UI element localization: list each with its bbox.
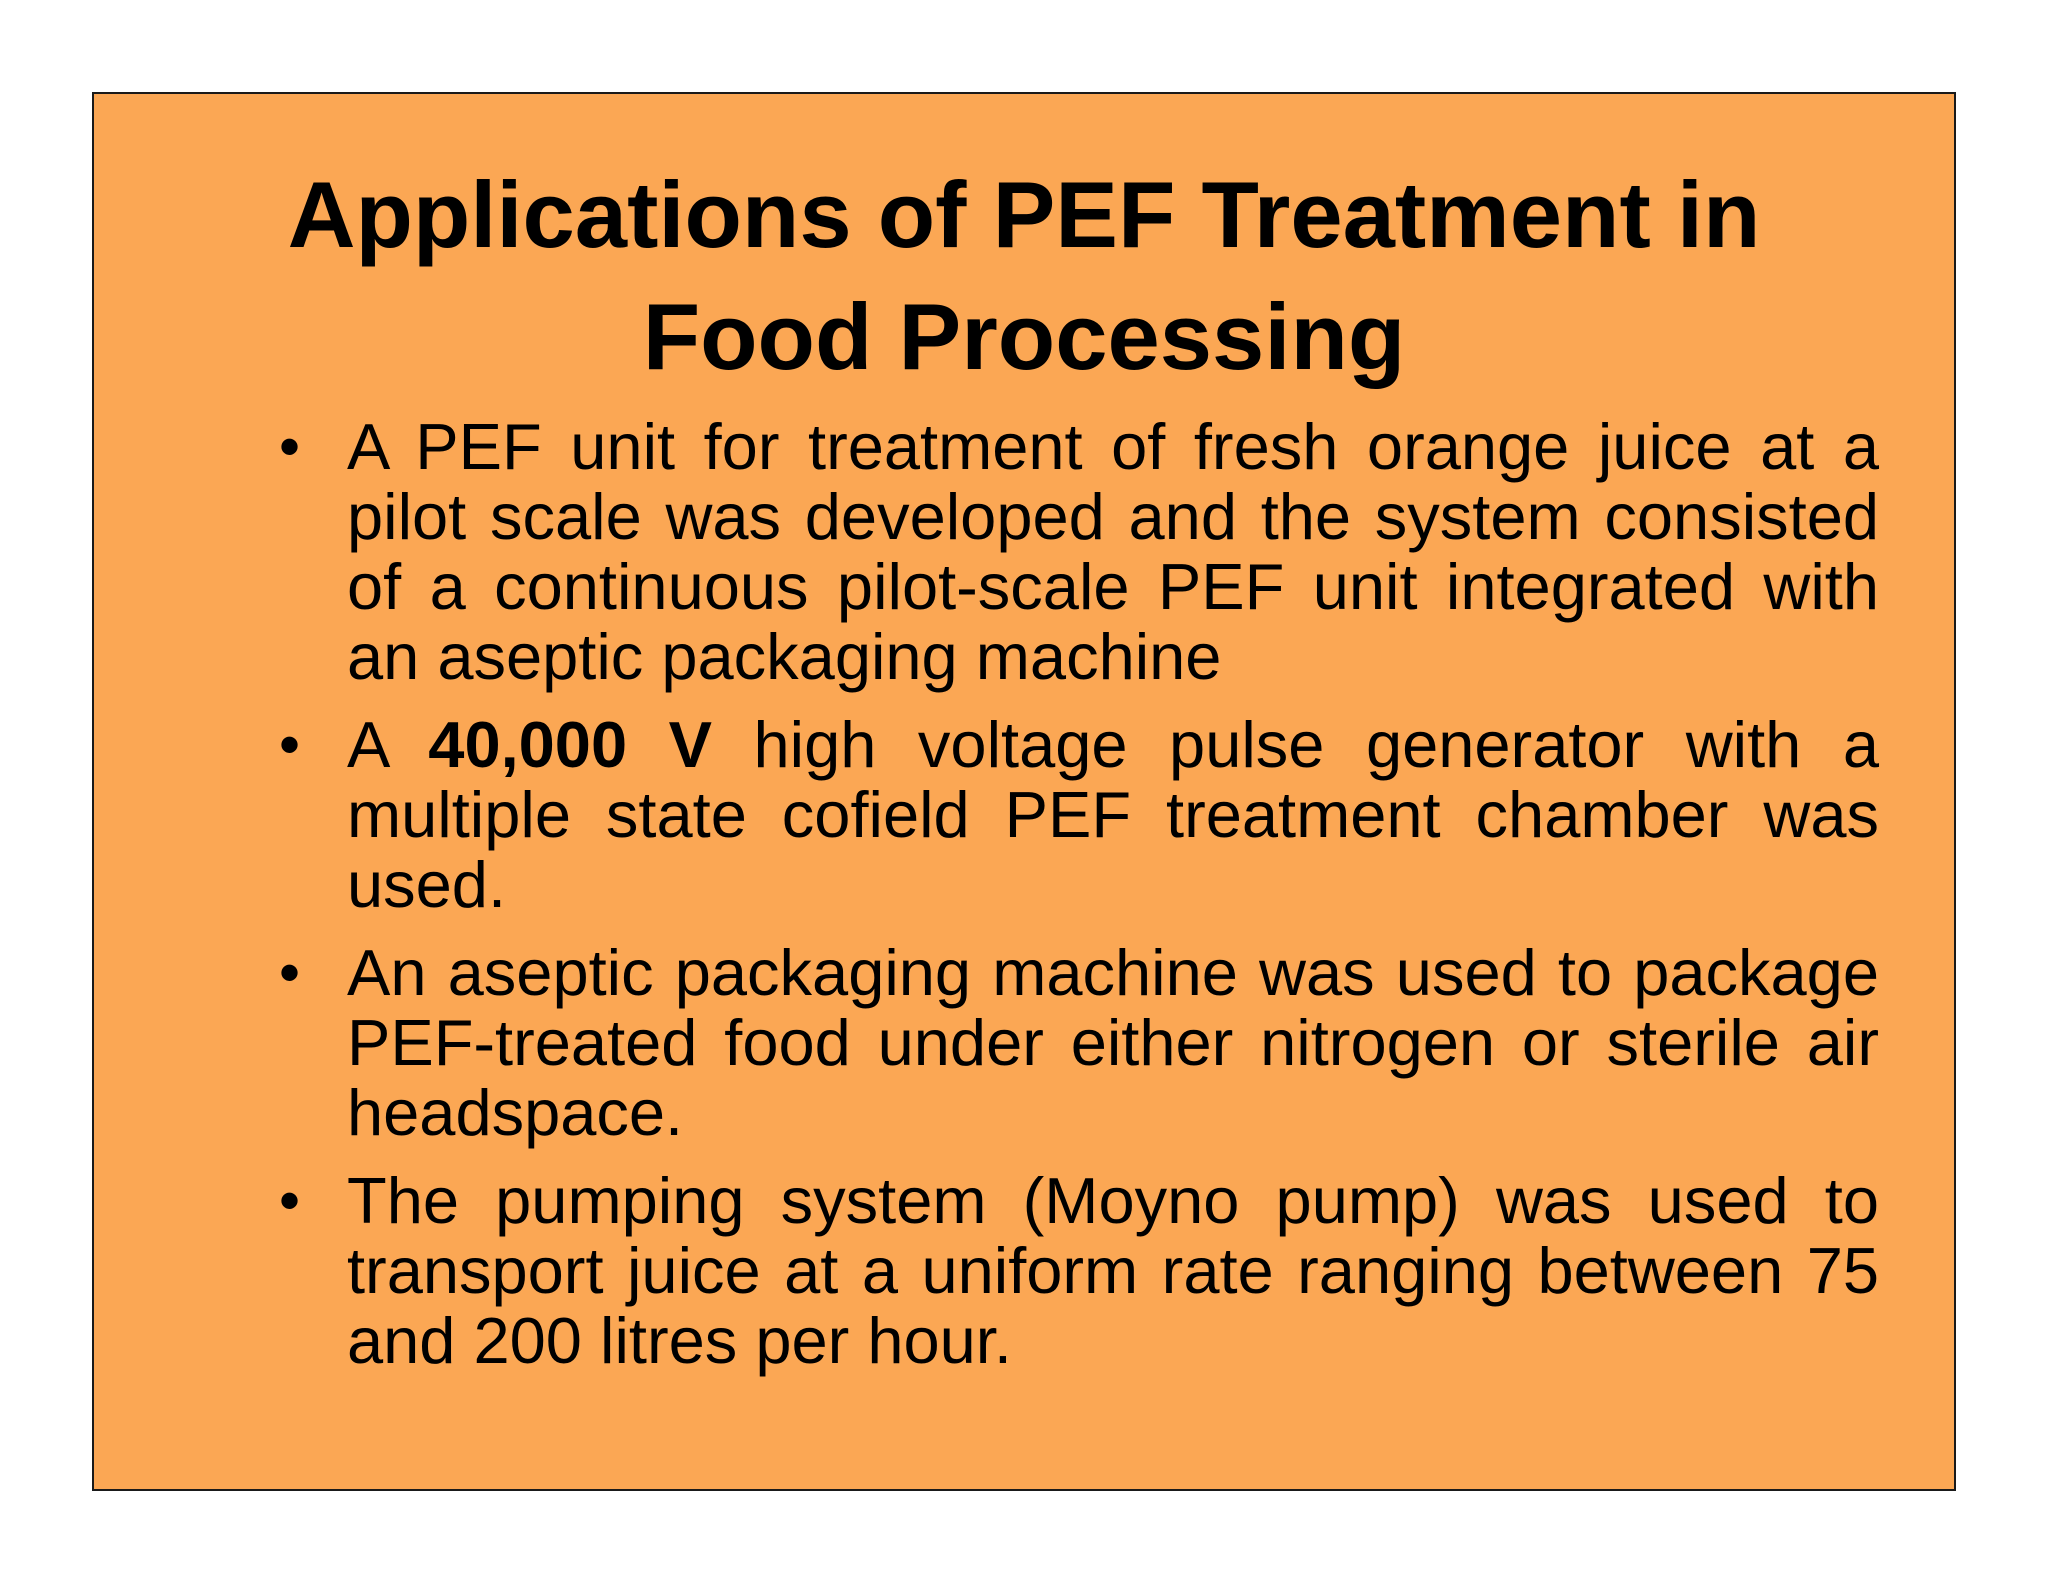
bullet-item-pef-unit	[279, 412, 1879, 692]
bullet-text: An aseptic packaging machine was used to package PEF-treated food under either nitrogen or sterile air headspace.	[347, 936, 1879, 1149]
bullet-item-pumping-system	[279, 1166, 1879, 1376]
bullet-text: A PEF unit for treatment of fresh orange juice at a pilot scale was developed and the system consisted of a continuous pilot-scale PEF unit integrated with an aseptic packaging machine	[347, 410, 1879, 693]
bullet-text: The pumping system (Moyno pump) was used to transport juice at a uniform rate ranging between 75 and 200 litres per hour.	[347, 1164, 1879, 1377]
bullet-marker: •	[279, 413, 301, 480]
bullet-item-pulse-generator	[279, 710, 1879, 920]
bullet-text-bold-voltage: 40,000 V	[428, 708, 712, 781]
bullet-marker: •	[279, 939, 301, 1006]
bullet-list	[279, 412, 1879, 1394]
title-line-2: Food Processing	[642, 284, 1406, 389]
bullet-marker: •	[279, 1167, 301, 1234]
bullet-text-suffix: high voltage pulse generator with a multiple state cofield PEF treatment chamber was used.	[347, 708, 1879, 921]
title-line-1: Applications of PEF Treatment in	[287, 162, 1761, 267]
bullet-marker: •	[279, 711, 301, 778]
slide-panel	[92, 92, 1956, 1491]
bullet-item-aseptic-packaging	[279, 938, 1879, 1148]
bullet-text-prefix: A	[347, 708, 429, 781]
slide-title	[94, 154, 1954, 398]
